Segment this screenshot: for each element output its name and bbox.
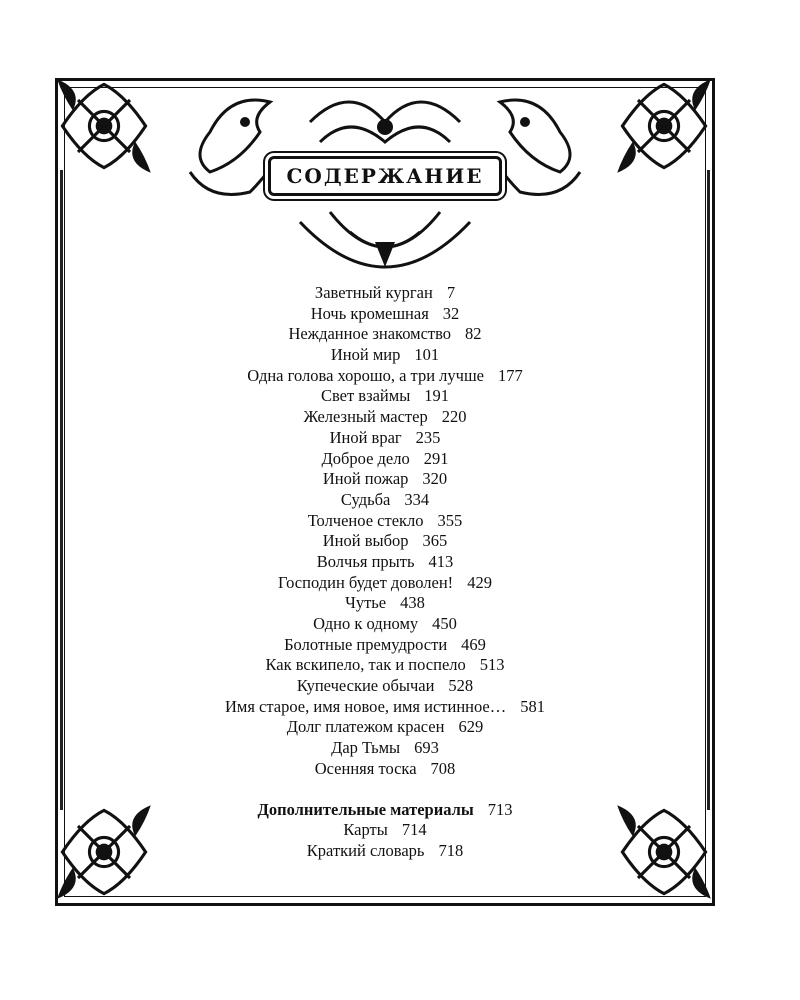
title-plate [268,156,502,196]
toc-entry[interactable] [120,490,650,511]
chapter-list [120,283,650,780]
toc-entry-title: Одна голова хорошо, а три лучше [247,365,484,385]
page-title: СОДЕРЖАНИЕ [286,164,484,188]
toc-entry-page: 101 [414,345,440,365]
toc-entry[interactable] [120,511,650,532]
toc-entry-title: Господин будет доволен! [278,572,454,592]
toc-entry-title: Судьба [340,489,391,509]
toc-entry[interactable] [120,469,650,490]
toc-entry[interactable] [120,366,650,387]
toc-entry-page: 708 [430,758,456,778]
toc-entry-title: Дар Тьмы [331,738,401,758]
toc-entry-title: Иной выбор [322,531,409,551]
toc-entry-title: Купеческие обычаи [296,676,435,696]
left-border-band [60,170,63,810]
right-border-band [707,170,710,810]
toc-entry[interactable] [120,573,650,594]
toc-entry[interactable] [120,841,650,862]
toc-entry[interactable] [120,697,650,718]
toc-entry-title: Волчья прыть [316,551,415,571]
toc-entry[interactable] [120,345,650,366]
toc-entry[interactable] [120,593,650,614]
toc-entry-page: 693 [414,738,439,758]
toc-entry-page: 438 [400,593,425,613]
toc-entry-title: Дополнительные материалы [257,799,474,819]
toc-entry-title: Иной пожар [322,469,409,489]
toc-entry[interactable] [120,655,650,676]
toc-entry-page: 713 [487,799,513,819]
toc-entry-title: Толченое стекло [307,510,424,530]
toc-entry-title: Свет взаймы [320,386,411,406]
toc-entry[interactable] [120,324,650,345]
toc-entry-title: Доброе дело [321,448,410,468]
toc-entry[interactable] [120,717,650,738]
toc-entry[interactable] [120,531,650,552]
toc-entry-page: 528 [448,676,474,696]
toc-entry-title: Карты [343,820,388,840]
toc-entry[interactable] [120,304,650,325]
toc-entry-page: 82 [465,324,482,344]
toc-entry-title: Железный мастер [303,407,428,427]
toc-entry-title: Иной мир [330,345,401,365]
toc-entry[interactable] [120,676,650,697]
toc-entry[interactable] [120,386,650,407]
toc-entry-page: 581 [520,696,546,716]
toc-entry-page: 355 [437,510,463,530]
toc-entry-page: 365 [422,531,448,551]
toc-entry-page: 513 [479,655,505,675]
toc-entry-title: Имя старое, имя новое, имя истинное… [224,696,507,716]
toc-entry-title: Одно к одному [313,614,419,633]
toc-entry-page: 220 [441,407,467,427]
toc-entry-title: Осенняя тоска [314,758,417,778]
toc-entry-title: Иной враг [329,427,402,447]
corner-ornament-top-left [52,74,156,178]
toc-entry[interactable] [120,552,650,573]
toc-entry-page: 429 [467,572,492,592]
toc-entry[interactable] [120,738,650,759]
toc-entry-page: 291 [423,448,449,468]
toc-entry-page: 32 [442,303,460,323]
toc-entry[interactable] [120,449,650,470]
toc-entry-page: 413 [428,551,454,571]
section-gap [120,780,650,800]
toc-entry-title: Чутье [345,593,387,613]
toc-entry[interactable] [120,283,650,304]
toc-entry-page: 177 [497,365,523,385]
toc-entry[interactable] [120,820,650,841]
corner-ornament-top-right [612,74,716,178]
toc-entry[interactable] [120,614,650,635]
toc-entry-page: 320 [422,469,448,489]
table-of-contents [120,283,650,862]
toc-entry-page: 469 [461,634,486,654]
toc-entry-page: 629 [458,717,484,737]
extras-list [120,820,650,861]
toc-entry-page: 7 [446,283,456,302]
toc-entry-title: Болотные премудрости [284,634,448,654]
toc-entry-title: Как вскипело, так и поспело [265,655,466,675]
toc-entry-page: 235 [415,427,441,447]
toc-entry-page: 191 [424,386,450,406]
toc-entry-title: Нежданное знакомство [288,324,452,344]
toc-entry-page: 714 [401,820,427,840]
toc-entry-title: Заветный курган [314,283,433,302]
toc-entry[interactable] [120,759,650,780]
toc-entry[interactable] [120,428,650,449]
toc-entry-page: 718 [438,840,464,860]
toc-entry-page: 450 [432,614,457,633]
toc-entry-title: Краткий словарь [306,840,425,860]
toc-entry-title: Ночь кромешная [310,303,429,323]
toc-entry-extras[interactable] [120,800,650,821]
toc-entry[interactable] [120,407,650,428]
toc-entry[interactable] [120,635,650,656]
toc-entry-page: 334 [404,489,430,509]
toc-entry-title: Долг платежом красен [286,717,445,737]
